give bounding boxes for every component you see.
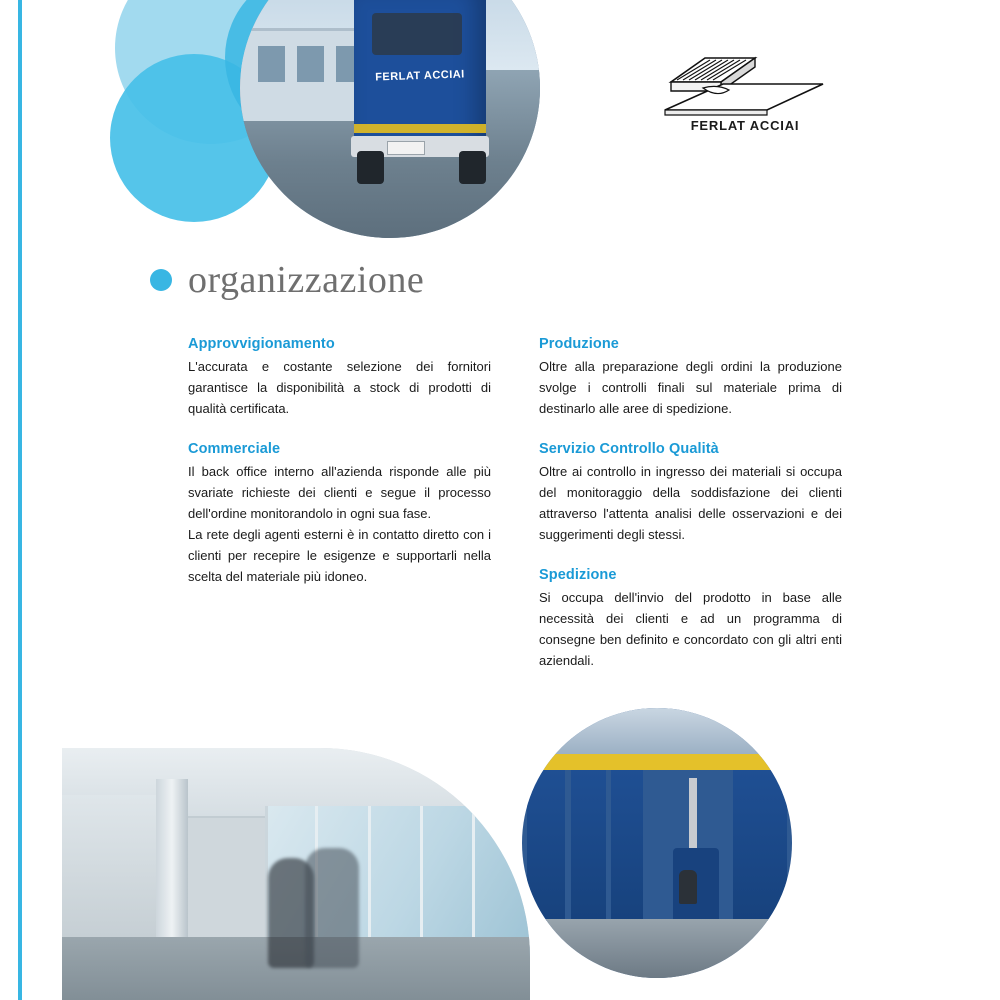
photo-building-window [258, 46, 285, 82]
photo-rack [733, 770, 787, 921]
column-right [539, 336, 842, 672]
block-servizio-controllo-qualita [539, 441, 842, 545]
truck-plate [387, 141, 425, 155]
warehouse-racking-photo [522, 708, 792, 978]
page-title: organizzazione [188, 259, 425, 301]
photo-rack [611, 770, 643, 921]
block-commerciale [188, 441, 491, 587]
office-corridor-photo [62, 748, 530, 1000]
truck-livery-text: FERLAT ACCIAI [375, 68, 465, 84]
truck-stripe [354, 124, 486, 133]
hero-graphic [110, 0, 465, 232]
block-heading: Commerciale [188, 441, 281, 458]
photo-floor [522, 919, 792, 978]
photo-overhead-crane [522, 754, 792, 770]
logo-wordmark: FERLAT ACCIAI [690, 118, 800, 133]
photo-rack [527, 770, 565, 921]
block-heading: Spedizione [539, 567, 617, 584]
truck-wheel [459, 151, 486, 184]
photo-person [305, 848, 359, 968]
column-left [188, 336, 491, 672]
truck-photo [240, 0, 540, 238]
photo-rack [571, 770, 606, 921]
ferlat-acciai-logo [663, 40, 843, 140]
block-body [539, 461, 842, 545]
block-approvvigionamento [188, 336, 491, 419]
truck-wheel [357, 151, 384, 184]
left-accent-rule [18, 0, 22, 1000]
block-paragraph: L'accurata e costante selezione dei fornitori garantisce la disponibilità a stock di prodotti di qualità certificata. [188, 359, 491, 417]
block-body [188, 461, 491, 587]
block-paragraph: Oltre ai controllo in ingresso dei materiali si occupa del monitoraggio della soddisfazione dei clienti attraverso l'attenta analisi delle osservazioni e dei suggerimenti degli stessi. [539, 464, 842, 543]
block-spedizione [539, 567, 842, 671]
block-body [539, 587, 842, 671]
block-paragraph: Il back office interno all'azienda risponde alle più svariate richieste dei clienti e segue il processo dell'ordine monitorandolo in ogni sua fase. [188, 464, 491, 522]
block-produzione [539, 336, 842, 419]
bullet-dot-icon [150, 269, 172, 291]
section-title-group [150, 258, 424, 302]
content-columns [188, 336, 842, 672]
block-paragraph: Si occupa dell'invio del prodotto in base alle necessità dei clienti e ad un programma di consegne ben definito e concordato con gli altri enti aziendali. [539, 590, 842, 669]
block-heading: Servizio Controllo Qualità [539, 441, 719, 458]
logo-mark-icon [663, 40, 843, 130]
truck-windshield [372, 13, 462, 55]
block-heading: Produzione [539, 336, 619, 352]
block-heading: Approvvigionamento [188, 336, 335, 352]
block-body [188, 356, 491, 419]
photo-building-window [297, 46, 324, 82]
photo-operator [679, 870, 697, 904]
block-body [539, 356, 842, 419]
block-paragraph: Oltre alla preparazione degli ordini la produzione svolge i controlli finali sul materiale prima di destinarlo alle aree di spedizione. [539, 359, 842, 417]
block-paragraph-secondary: La rete degli agenti esterni è in contatto diretto con i clienti per recepire le esigenze e supportarli nella scelta del materiale più idoneo. [188, 527, 491, 585]
